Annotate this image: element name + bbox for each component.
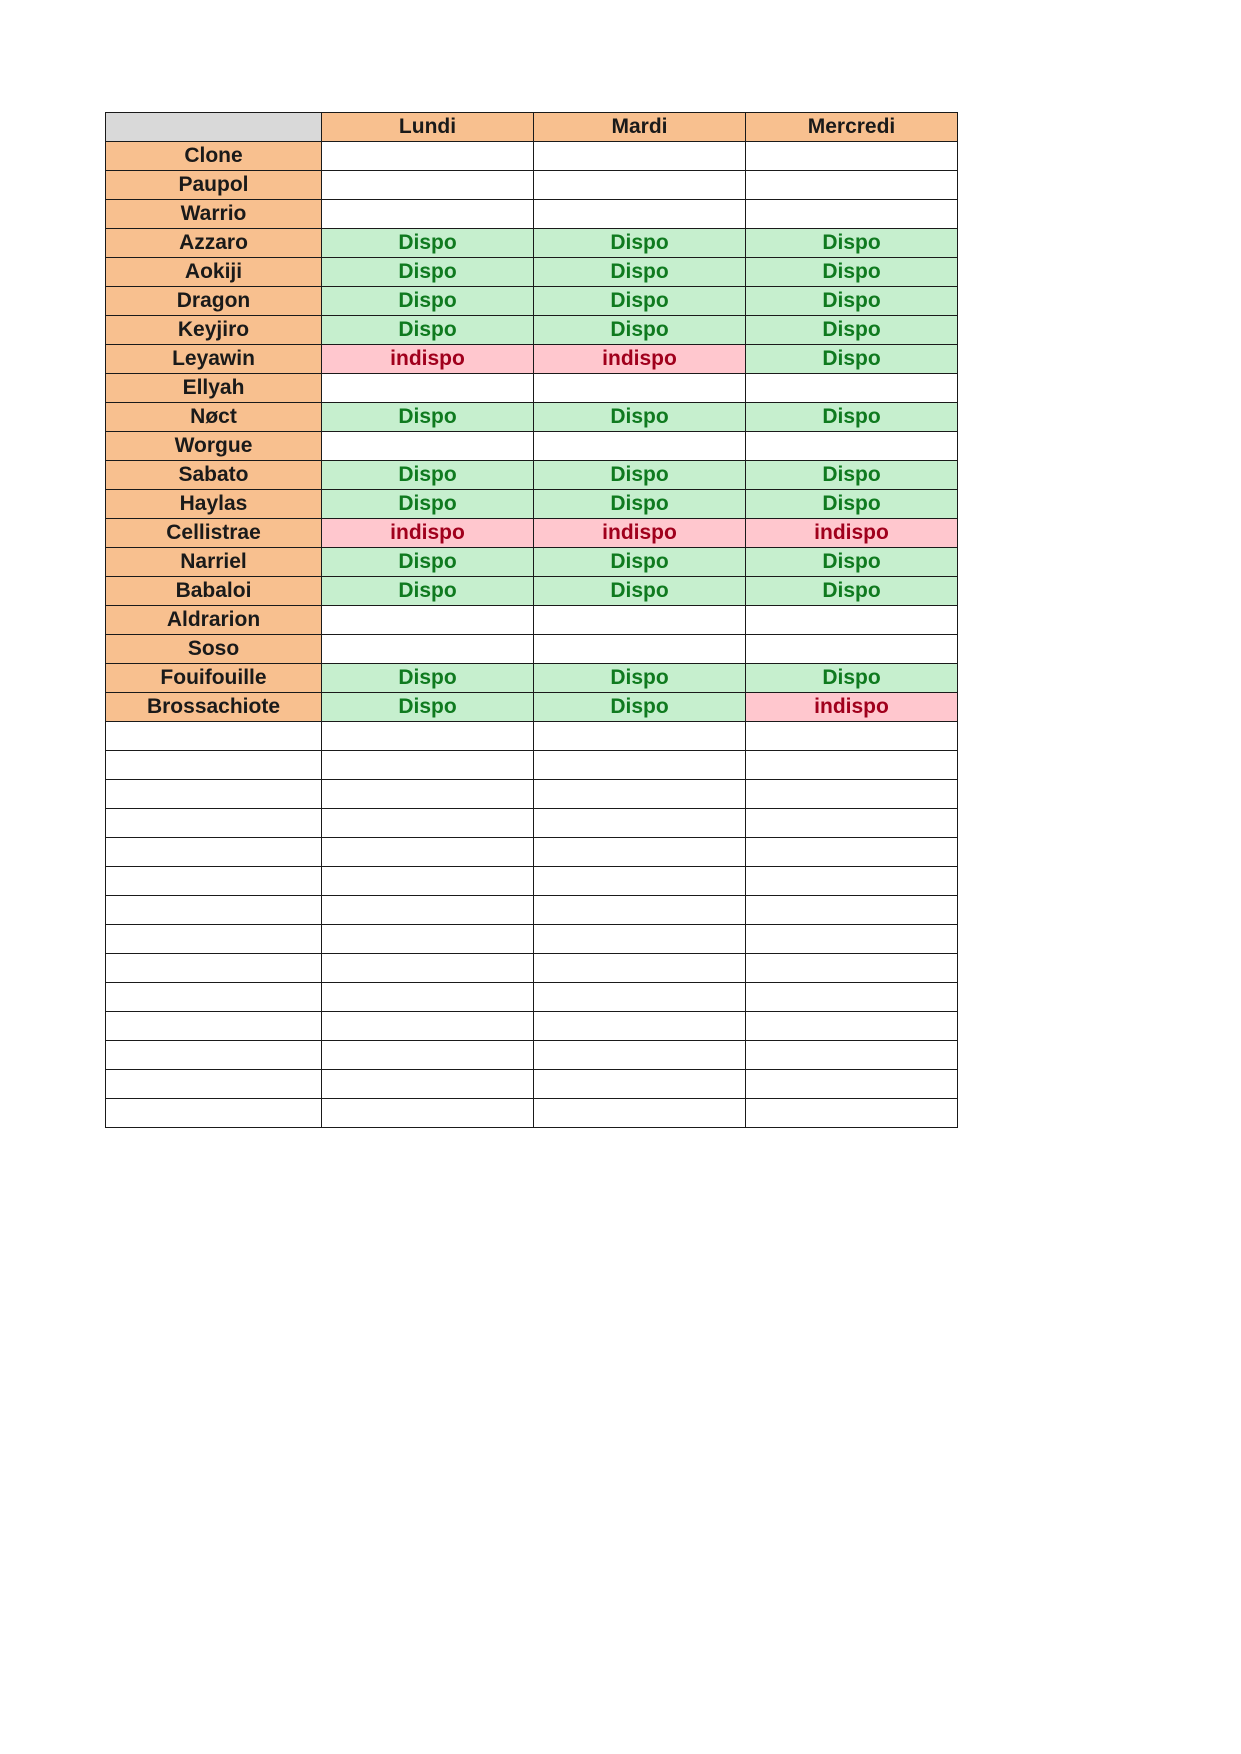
empty-cell[interactable] <box>322 1041 534 1070</box>
player-name-cell[interactable]: Cellistrae <box>106 519 322 548</box>
empty-cell[interactable] <box>534 1099 746 1128</box>
corner-cell[interactable] <box>106 113 322 142</box>
availability-cell[interactable] <box>534 432 746 461</box>
table-row <box>106 316 958 345</box>
table-row <box>106 432 958 461</box>
table-row <box>106 519 958 548</box>
availability-cell[interactable]: indispo <box>534 519 746 548</box>
empty-cell[interactable] <box>746 838 958 867</box>
empty-cell[interactable] <box>534 867 746 896</box>
availability-cell[interactable] <box>322 606 534 635</box>
table-row <box>106 258 958 287</box>
availability-cell[interactable] <box>746 142 958 171</box>
empty-row <box>106 809 958 838</box>
empty-cell[interactable] <box>534 780 746 809</box>
empty-cell[interactable] <box>106 1041 322 1070</box>
player-name-cell[interactable]: Aokiji <box>106 258 322 287</box>
empty-cell[interactable] <box>746 1012 958 1041</box>
availability-cell[interactable]: Dispo <box>746 229 958 258</box>
empty-cell[interactable] <box>322 838 534 867</box>
empty-row <box>106 954 958 983</box>
player-name-cell[interactable]: Haylas <box>106 490 322 519</box>
player-name-cell[interactable]: Narriel <box>106 548 322 577</box>
empty-row <box>106 925 958 954</box>
empty-cell[interactable] <box>106 954 322 983</box>
empty-cell[interactable] <box>746 867 958 896</box>
empty-cell[interactable] <box>322 1070 534 1099</box>
empty-cell[interactable] <box>322 867 534 896</box>
player-name-cell[interactable]: Keyjiro <box>106 316 322 345</box>
empty-cell[interactable] <box>322 809 534 838</box>
empty-cell[interactable] <box>746 809 958 838</box>
empty-cell[interactable] <box>322 1012 534 1041</box>
empty-cell[interactable] <box>746 954 958 983</box>
empty-row <box>106 1070 958 1099</box>
table-row <box>106 606 958 635</box>
availability-cell[interactable]: Dispo <box>746 548 958 577</box>
availability-cell[interactable] <box>534 171 746 200</box>
availability-cell[interactable] <box>534 635 746 664</box>
availability-cell[interactable]: indispo <box>534 345 746 374</box>
empty-cell[interactable] <box>106 751 322 780</box>
availability-cell[interactable]: Dispo <box>746 316 958 345</box>
empty-cell[interactable] <box>106 1099 322 1128</box>
empty-cell[interactable] <box>534 1070 746 1099</box>
table-row <box>106 287 958 316</box>
player-name-cell[interactable]: Clone <box>106 142 322 171</box>
availability-cell[interactable]: indispo <box>746 519 958 548</box>
availability-cell[interactable]: Dispo <box>534 577 746 606</box>
availability-table <box>105 112 958 1128</box>
player-name-cell[interactable]: Nøct <box>106 403 322 432</box>
availability-cell[interactable]: Dispo <box>746 664 958 693</box>
availability-cell[interactable] <box>534 374 746 403</box>
table-row <box>106 490 958 519</box>
availability-cell[interactable] <box>322 432 534 461</box>
availability-cell[interactable]: Dispo <box>746 577 958 606</box>
table-row <box>106 548 958 577</box>
availability-cell[interactable]: Dispo <box>534 693 746 722</box>
player-name-cell[interactable]: Fouifouille <box>106 664 322 693</box>
availability-cell[interactable]: Dispo <box>322 287 534 316</box>
empty-row <box>106 838 958 867</box>
empty-cell[interactable] <box>746 1070 958 1099</box>
empty-row <box>106 867 958 896</box>
empty-cell[interactable] <box>106 809 322 838</box>
empty-cell[interactable] <box>322 896 534 925</box>
empty-cell[interactable] <box>106 925 322 954</box>
table-row <box>106 664 958 693</box>
availability-cell[interactable]: Dispo <box>322 229 534 258</box>
availability-cell[interactable]: Dispo <box>746 490 958 519</box>
table-row <box>106 229 958 258</box>
availability-cell[interactable]: Dispo <box>534 490 746 519</box>
empty-cell[interactable] <box>746 896 958 925</box>
empty-cell[interactable] <box>534 722 746 751</box>
header-day-mardi[interactable]: Mardi <box>534 113 746 142</box>
player-name-cell[interactable]: Aldrarion <box>106 606 322 635</box>
empty-cell[interactable] <box>322 954 534 983</box>
empty-cell[interactable] <box>534 838 746 867</box>
availability-cell[interactable] <box>746 374 958 403</box>
player-name-cell[interactable]: Warrio <box>106 200 322 229</box>
empty-cell[interactable] <box>106 867 322 896</box>
availability-cell[interactable]: Dispo <box>322 316 534 345</box>
availability-cell[interactable]: Dispo <box>322 664 534 693</box>
empty-row <box>106 1012 958 1041</box>
empty-cell[interactable] <box>746 722 958 751</box>
empty-cell[interactable] <box>106 1012 322 1041</box>
availability-cell[interactable] <box>534 142 746 171</box>
player-name-cell[interactable]: Paupol <box>106 171 322 200</box>
player-name-cell[interactable]: Dragon <box>106 287 322 316</box>
table-row <box>106 345 958 374</box>
empty-cell[interactable] <box>534 896 746 925</box>
availability-cell[interactable]: Dispo <box>534 229 746 258</box>
empty-cell[interactable] <box>106 722 322 751</box>
empty-cell[interactable] <box>746 1041 958 1070</box>
availability-table-body <box>106 113 958 1128</box>
availability-cell[interactable] <box>534 200 746 229</box>
table-row <box>106 693 958 722</box>
player-name-cell[interactable]: Sabato <box>106 461 322 490</box>
empty-cell[interactable] <box>534 1041 746 1070</box>
availability-cell[interactable]: Dispo <box>746 403 958 432</box>
availability-cell[interactable]: Dispo <box>746 287 958 316</box>
availability-cell[interactable]: Dispo <box>534 287 746 316</box>
empty-cell[interactable] <box>322 780 534 809</box>
empty-cell[interactable] <box>746 983 958 1012</box>
empty-row <box>106 1099 958 1128</box>
empty-cell[interactable] <box>322 925 534 954</box>
empty-cell[interactable] <box>746 925 958 954</box>
availability-cell[interactable]: Dispo <box>534 664 746 693</box>
table-row <box>106 200 958 229</box>
empty-row <box>106 983 958 1012</box>
availability-cell[interactable]: Dispo <box>322 693 534 722</box>
availability-cell[interactable]: Dispo <box>534 548 746 577</box>
availability-cell[interactable]: indispo <box>322 345 534 374</box>
availability-cell[interactable] <box>322 142 534 171</box>
table-row <box>106 374 958 403</box>
availability-cell[interactable]: Dispo <box>534 316 746 345</box>
availability-cell[interactable] <box>322 635 534 664</box>
empty-row <box>106 1041 958 1070</box>
availability-cell[interactable]: Dispo <box>322 403 534 432</box>
availability-cell[interactable]: Dispo <box>746 461 958 490</box>
availability-cell[interactable]: indispo <box>746 693 958 722</box>
player-name-cell[interactable]: Babaloi <box>106 577 322 606</box>
availability-cell[interactable]: Dispo <box>746 345 958 374</box>
empty-cell[interactable] <box>322 751 534 780</box>
empty-cell[interactable] <box>106 896 322 925</box>
empty-cell[interactable] <box>746 751 958 780</box>
availability-cell[interactable]: Dispo <box>322 461 534 490</box>
player-name-cell[interactable]: Azzaro <box>106 229 322 258</box>
table-row <box>106 635 958 664</box>
table-row <box>106 171 958 200</box>
player-name-cell[interactable]: Worgue <box>106 432 322 461</box>
availability-cell[interactable] <box>746 606 958 635</box>
availability-cell[interactable]: Dispo <box>534 258 746 287</box>
empty-cell[interactable] <box>746 780 958 809</box>
availability-cell[interactable] <box>322 374 534 403</box>
availability-cell[interactable] <box>746 200 958 229</box>
empty-cell[interactable] <box>106 780 322 809</box>
player-name-cell[interactable]: Ellyah <box>106 374 322 403</box>
availability-cell[interactable]: Dispo <box>534 403 746 432</box>
empty-cell[interactable] <box>534 925 746 954</box>
table-row <box>106 461 958 490</box>
availability-cell[interactable] <box>746 432 958 461</box>
header-row <box>106 113 958 142</box>
table-row <box>106 577 958 606</box>
availability-cell[interactable] <box>534 606 746 635</box>
header-day-mercredi[interactable]: Mercredi <box>746 113 958 142</box>
empty-cell[interactable] <box>746 1099 958 1128</box>
empty-row <box>106 896 958 925</box>
header-day-lundi[interactable]: Lundi <box>322 113 534 142</box>
availability-cell[interactable]: indispo <box>322 519 534 548</box>
availability-cell[interactable] <box>322 200 534 229</box>
empty-cell[interactable] <box>534 1012 746 1041</box>
table-row <box>106 403 958 432</box>
availability-cell[interactable]: Dispo <box>322 577 534 606</box>
empty-cell[interactable] <box>322 1099 534 1128</box>
empty-cell[interactable] <box>534 954 746 983</box>
availability-cell[interactable] <box>322 171 534 200</box>
availability-cell[interactable]: Dispo <box>322 258 534 287</box>
empty-cell[interactable] <box>322 722 534 751</box>
availability-cell[interactable]: Dispo <box>322 490 534 519</box>
empty-cell[interactable] <box>534 751 746 780</box>
empty-cell[interactable] <box>534 809 746 838</box>
empty-cell[interactable] <box>106 983 322 1012</box>
player-name-cell[interactable]: Brossachiote <box>106 693 322 722</box>
empty-row <box>106 751 958 780</box>
table-row <box>106 142 958 171</box>
availability-cell[interactable]: Dispo <box>746 258 958 287</box>
empty-cell[interactable] <box>106 838 322 867</box>
availability-cell[interactable] <box>746 171 958 200</box>
empty-cell[interactable] <box>322 983 534 1012</box>
empty-row <box>106 780 958 809</box>
availability-cell[interactable] <box>746 635 958 664</box>
player-name-cell[interactable]: Soso <box>106 635 322 664</box>
availability-cell[interactable]: Dispo <box>322 548 534 577</box>
player-name-cell[interactable]: Leyawin <box>106 345 322 374</box>
availability-cell[interactable]: Dispo <box>534 461 746 490</box>
empty-cell[interactable] <box>106 1070 322 1099</box>
empty-row <box>106 722 958 751</box>
empty-cell[interactable] <box>534 983 746 1012</box>
